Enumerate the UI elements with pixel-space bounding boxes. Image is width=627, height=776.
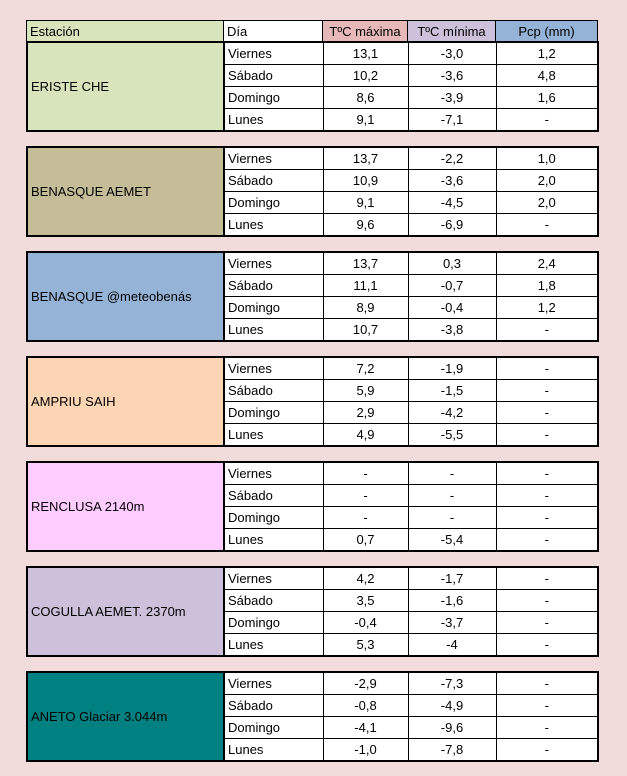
pcp-cell[interactable]: 2,0 <box>496 192 598 214</box>
day-cell[interactable]: Lunes <box>224 214 323 237</box>
tmax-cell[interactable]: 13,7 <box>323 252 408 275</box>
tmin-cell[interactable]: -4,5 <box>408 192 496 214</box>
day-cell[interactable]: Domingo <box>224 87 323 109</box>
tmax-cell[interactable]: 7,2 <box>323 357 408 380</box>
tmin-cell[interactable]: -3,6 <box>408 170 496 192</box>
station-block <box>26 251 599 342</box>
station-block <box>26 146 599 237</box>
day-cell[interactable]: Viernes <box>224 42 323 65</box>
tmax-cell[interactable]: 9,6 <box>323 214 408 237</box>
tmax-cell[interactable]: 8,9 <box>323 297 408 319</box>
tmin-cell[interactable]: -3,9 <box>408 87 496 109</box>
day-cell[interactable]: Domingo <box>224 717 323 739</box>
header-station[interactable]: Estación <box>27 21 224 43</box>
tmax-cell[interactable]: -4,1 <box>323 717 408 739</box>
header-tmin[interactable]: TºC mínima <box>408 21 496 43</box>
day-cell[interactable]: Lunes <box>224 109 323 132</box>
station-name-cell[interactable]: ERISTE CHE <box>27 42 224 131</box>
table-row <box>27 462 598 485</box>
tmax-cell[interactable]: 3,5 <box>323 590 408 612</box>
tmax-cell[interactable]: 11,1 <box>323 275 408 297</box>
pcp-cell[interactable]: 4,8 <box>496 65 598 87</box>
pcp-cell[interactable]: - <box>496 319 598 342</box>
day-cell[interactable]: Lunes <box>224 424 323 447</box>
header-day[interactable]: Día <box>224 21 323 43</box>
pcp-cell[interactable]: - <box>496 567 598 590</box>
pcp-cell[interactable]: - <box>496 717 598 739</box>
tmax-cell[interactable]: 13,7 <box>323 147 408 170</box>
tmax-cell[interactable]: 9,1 <box>323 109 408 132</box>
table-row <box>27 357 598 380</box>
pcp-cell[interactable]: - <box>496 462 598 485</box>
pcp-cell[interactable]: 1,0 <box>496 147 598 170</box>
pcp-cell[interactable]: - <box>496 695 598 717</box>
station-name-cell[interactable]: AMPRIU SAIH <box>27 357 224 446</box>
pcp-cell[interactable]: - <box>496 380 598 402</box>
tmax-cell[interactable]: 5,9 <box>323 380 408 402</box>
day-cell[interactable]: Sábado <box>224 65 323 87</box>
pcp-cell[interactable]: - <box>496 672 598 695</box>
tmin-cell[interactable]: - <box>408 462 496 485</box>
day-cell[interactable]: Viernes <box>224 357 323 380</box>
tmax-cell[interactable]: - <box>323 507 408 529</box>
tmin-cell[interactable]: -7,1 <box>408 109 496 132</box>
day-cell[interactable]: Sábado <box>224 485 323 507</box>
table-row <box>27 147 598 170</box>
tmax-cell[interactable]: - <box>323 485 408 507</box>
tmin-cell[interactable]: -4 <box>408 634 496 657</box>
pcp-cell[interactable]: 1,2 <box>496 297 598 319</box>
pcp-cell[interactable]: - <box>496 424 598 447</box>
tmin-cell[interactable]: -0,4 <box>408 297 496 319</box>
table-row <box>27 252 598 275</box>
pcp-cell[interactable]: - <box>496 739 598 762</box>
station-name-cell[interactable]: BENASQUE AEMET <box>27 147 224 236</box>
tmin-cell[interactable]: -3,0 <box>408 42 496 65</box>
station-name-cell[interactable]: BENASQUE @meteobenás <box>27 252 224 341</box>
tmin-cell[interactable]: -4,9 <box>408 695 496 717</box>
pcp-cell[interactable]: - <box>496 507 598 529</box>
tmin-cell[interactable]: 0,3 <box>408 252 496 275</box>
pcp-cell[interactable]: - <box>496 485 598 507</box>
pcp-cell[interactable]: 1,2 <box>496 42 598 65</box>
tmax-cell[interactable]: 10,7 <box>323 319 408 342</box>
table-row <box>27 42 598 65</box>
day-cell[interactable]: Domingo <box>224 192 323 214</box>
station-name-cell[interactable]: RENCLUSA 2140m <box>27 462 224 551</box>
tmin-cell[interactable]: -1,6 <box>408 590 496 612</box>
day-cell[interactable]: Sábado <box>224 695 323 717</box>
station-name-cell[interactable]: ANETO Glaciar 3.044m <box>27 672 224 761</box>
pcp-cell[interactable]: 2,0 <box>496 170 598 192</box>
pcp-cell[interactable]: - <box>496 214 598 237</box>
tmin-cell[interactable]: -1,7 <box>408 567 496 590</box>
tmax-cell[interactable]: 4,2 <box>323 567 408 590</box>
tmax-cell[interactable]: 9,1 <box>323 192 408 214</box>
tmin-cell[interactable]: -1,5 <box>408 380 496 402</box>
header-tmax[interactable]: TºC máxima <box>323 21 408 43</box>
tmin-cell[interactable]: - <box>408 507 496 529</box>
tmax-cell[interactable]: -2,9 <box>323 672 408 695</box>
day-cell[interactable]: Domingo <box>224 297 323 319</box>
table-row <box>27 672 598 695</box>
day-cell[interactable]: Domingo <box>224 507 323 529</box>
day-cell[interactable]: Lunes <box>224 319 323 342</box>
table-row <box>27 567 598 590</box>
tmin-cell[interactable]: -5,4 <box>408 529 496 552</box>
day-cell[interactable]: Lunes <box>224 529 323 552</box>
tmax-cell[interactable]: 13,1 <box>323 42 408 65</box>
pcp-cell[interactable]: - <box>496 529 598 552</box>
tmax-cell[interactable]: -0,4 <box>323 612 408 634</box>
tmin-cell[interactable]: -1,9 <box>408 357 496 380</box>
station-block <box>26 41 599 132</box>
tmin-cell[interactable]: -5,5 <box>408 424 496 447</box>
station-name-cell[interactable]: COGULLA AEMET. 2370m <box>27 567 224 656</box>
tmin-cell[interactable]: -6,9 <box>408 214 496 237</box>
pcp-cell[interactable]: - <box>496 612 598 634</box>
day-cell[interactable]: Viernes <box>224 252 323 275</box>
tmin-cell[interactable]: -3,7 <box>408 612 496 634</box>
tmin-cell[interactable]: -3,8 <box>408 319 496 342</box>
day-cell[interactable]: Sábado <box>224 170 323 192</box>
header-pcp[interactable]: Pcp (mm) <box>496 21 598 43</box>
station-block <box>26 356 599 447</box>
day-cell[interactable]: Viernes <box>224 672 323 695</box>
tmax-cell[interactable]: 8,6 <box>323 87 408 109</box>
pcp-cell[interactable]: 2,4 <box>496 252 598 275</box>
header-row <box>27 21 598 43</box>
tmin-cell[interactable]: -4,2 <box>408 402 496 424</box>
pcp-cell[interactable]: - <box>496 402 598 424</box>
tmax-cell[interactable]: 10,2 <box>323 65 408 87</box>
station-block <box>26 671 599 762</box>
day-cell[interactable]: Viernes <box>224 147 323 170</box>
pcp-cell[interactable]: - <box>496 634 598 657</box>
tmax-cell[interactable]: 10,9 <box>323 170 408 192</box>
day-cell[interactable]: Domingo <box>224 402 323 424</box>
tmin-cell[interactable]: -3,6 <box>408 65 496 87</box>
tmin-cell[interactable]: -9,6 <box>408 717 496 739</box>
tmax-cell[interactable]: - <box>323 462 408 485</box>
day-cell[interactable]: Viernes <box>224 567 323 590</box>
pcp-cell[interactable]: - <box>496 109 598 132</box>
day-cell[interactable]: Sábado <box>224 275 323 297</box>
day-cell[interactable]: Sábado <box>224 380 323 402</box>
tmax-cell[interactable]: -0,8 <box>323 695 408 717</box>
pcp-cell[interactable]: - <box>496 357 598 380</box>
pcp-cell[interactable]: 1,8 <box>496 275 598 297</box>
tmin-cell[interactable]: -7,8 <box>408 739 496 762</box>
station-block <box>26 566 599 657</box>
tmin-cell[interactable]: - <box>408 485 496 507</box>
day-cell[interactable]: Sábado <box>224 590 323 612</box>
tmax-cell[interactable]: 0,7 <box>323 529 408 552</box>
tmin-cell[interactable]: -0,7 <box>408 275 496 297</box>
day-cell[interactable]: Lunes <box>224 739 323 762</box>
day-cell[interactable]: Viernes <box>224 462 323 485</box>
pcp-cell[interactable]: - <box>496 590 598 612</box>
day-cell[interactable]: Domingo <box>224 612 323 634</box>
tmin-cell[interactable]: -7,3 <box>408 672 496 695</box>
tmax-cell[interactable]: 2,9 <box>323 402 408 424</box>
header-row-table <box>26 20 598 43</box>
tmin-cell[interactable]: -2,2 <box>408 147 496 170</box>
day-cell[interactable]: Lunes <box>224 634 323 657</box>
tmax-cell[interactable]: -1,0 <box>323 739 408 762</box>
pcp-cell[interactable]: 1,6 <box>496 87 598 109</box>
tmax-cell[interactable]: 4,9 <box>323 424 408 447</box>
tmax-cell[interactable]: 5,3 <box>323 634 408 657</box>
station-block <box>26 461 599 552</box>
